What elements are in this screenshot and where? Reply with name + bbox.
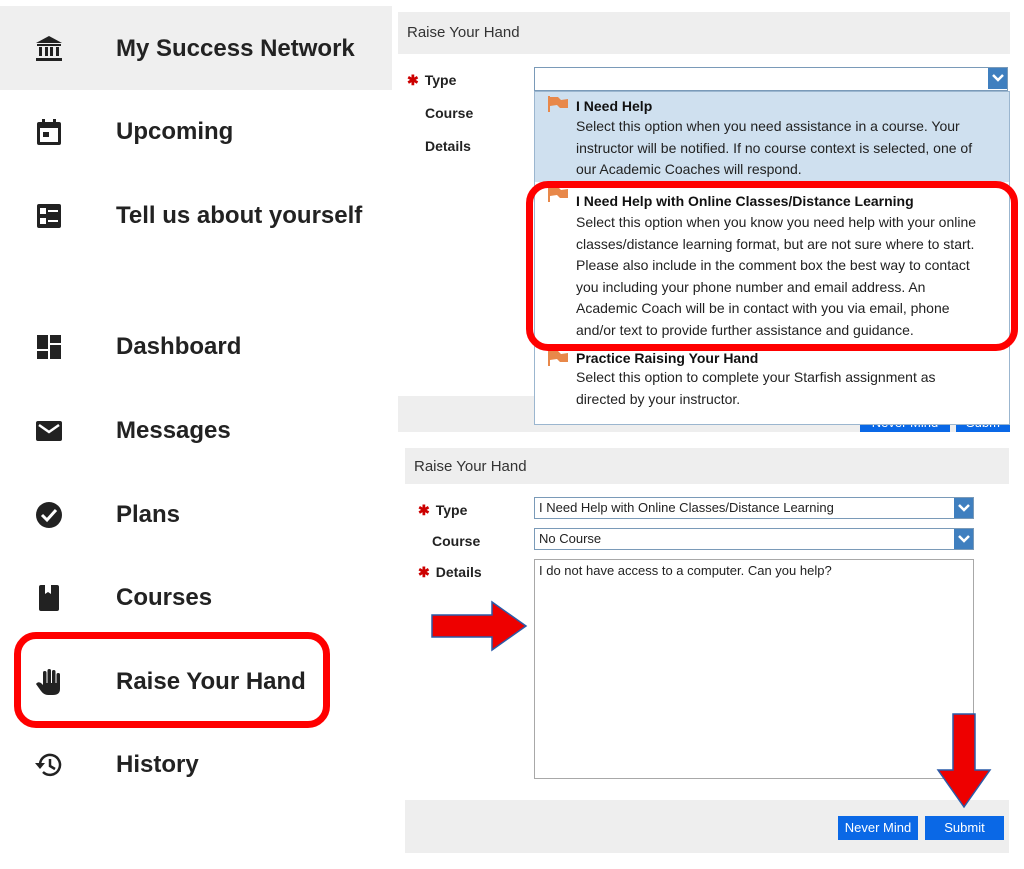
sidebar-item-label: My Success Network [116, 35, 355, 62]
submit-button[interactable]: Submit [925, 816, 1004, 840]
never-mind-button[interactable]: Never Mind [838, 816, 918, 840]
sidebar-item-courses[interactable] [0, 557, 392, 641]
type-label: ✱ Type [418, 502, 468, 518]
dropdown-option-practice[interactable] [535, 346, 1009, 422]
sidebar-item-upcoming[interactable] [0, 90, 392, 174]
option-title: Practice Raising Your Hand [576, 350, 759, 366]
sidebar-item-my-success-network[interactable] [0, 6, 392, 90]
type-label: ✱ Type [407, 72, 457, 88]
sidebar-item-dashboard[interactable] [0, 306, 392, 390]
mail-icon [34, 416, 64, 446]
book-icon [34, 583, 64, 613]
panel-title: Raise Your Hand [407, 24, 520, 41]
sidebar-item-messages[interactable] [0, 390, 392, 474]
sidebar-item-label: Plans [116, 501, 181, 528]
panel-header [405, 448, 1009, 484]
sidebar-item-tell-us-about-yourself[interactable] [0, 174, 392, 258]
type-select[interactable]: I Need Help with Online Classes/Distance Learning [534, 497, 974, 519]
course-select[interactable]: No Course [534, 528, 974, 550]
sidebar-item-plans[interactable] [0, 474, 392, 558]
raise-hand-highlight [14, 632, 330, 728]
course-label: Course [425, 105, 474, 121]
calendar-icon [34, 117, 64, 147]
online-classes-highlight [526, 181, 1018, 351]
sidebar-item-label: Upcoming [116, 118, 234, 145]
option-title: I Need Help [576, 98, 653, 114]
sidebar-item-label: Dashboard [116, 333, 242, 360]
dashboard-icon [34, 332, 64, 362]
sidebar-item-label: Raise Your Hand [116, 668, 306, 695]
check-circle-icon [34, 500, 64, 530]
sidebar-item-history[interactable] [0, 724, 392, 808]
arrow-down-icon [936, 712, 992, 810]
sidebar-item-label: History [116, 751, 199, 778]
type-select[interactable] [534, 67, 1008, 91]
chevron-down-icon[interactable] [988, 67, 1008, 89]
flag-icon [548, 350, 568, 366]
chevron-down-icon[interactable] [954, 497, 974, 519]
details-label: ✱ Details [418, 564, 482, 580]
option-description: Select this option when you need assistance in a course. Your instructor will be notified. If no course context is selected, one of our Academic Coaches will respond. [576, 118, 973, 177]
panel-header [398, 12, 1010, 54]
option-title: I Need Help with Online Classes/Distance Learning [576, 193, 914, 209]
details-label: Details [425, 138, 471, 154]
history-icon [34, 750, 64, 780]
panel-footer [405, 800, 1009, 853]
flag-icon [548, 96, 568, 112]
option-description: Select this option when you know you need help with your online classes/distance learning format, but are not sure where to start. Please also include in the comment box the best way to contact you including your phone number and email address. An Academic Coach will be in contact with you via email, phone and/or text to provide further assistance and guidance. [576, 214, 977, 338]
chevron-down-icon[interactable] [954, 528, 974, 550]
option-description: Select this option to complete your Starfish assignment as directed by your instructor. [576, 369, 936, 407]
details-textarea[interactable]: I do not have access to a computer. Can you help? [534, 559, 974, 779]
arrow-right-icon [430, 600, 530, 652]
sidebar-item-label: Messages [116, 417, 231, 444]
sidebar-item-label: Courses [116, 584, 213, 611]
form-icon [34, 201, 64, 231]
dropdown-option-i-need-help[interactable] [535, 92, 1009, 182]
sidebar-item-label: Tell us about yourself [116, 202, 363, 229]
bank-icon [34, 34, 64, 64]
panel-title: Raise Your Hand [414, 458, 527, 475]
course-label: Course [432, 533, 481, 549]
